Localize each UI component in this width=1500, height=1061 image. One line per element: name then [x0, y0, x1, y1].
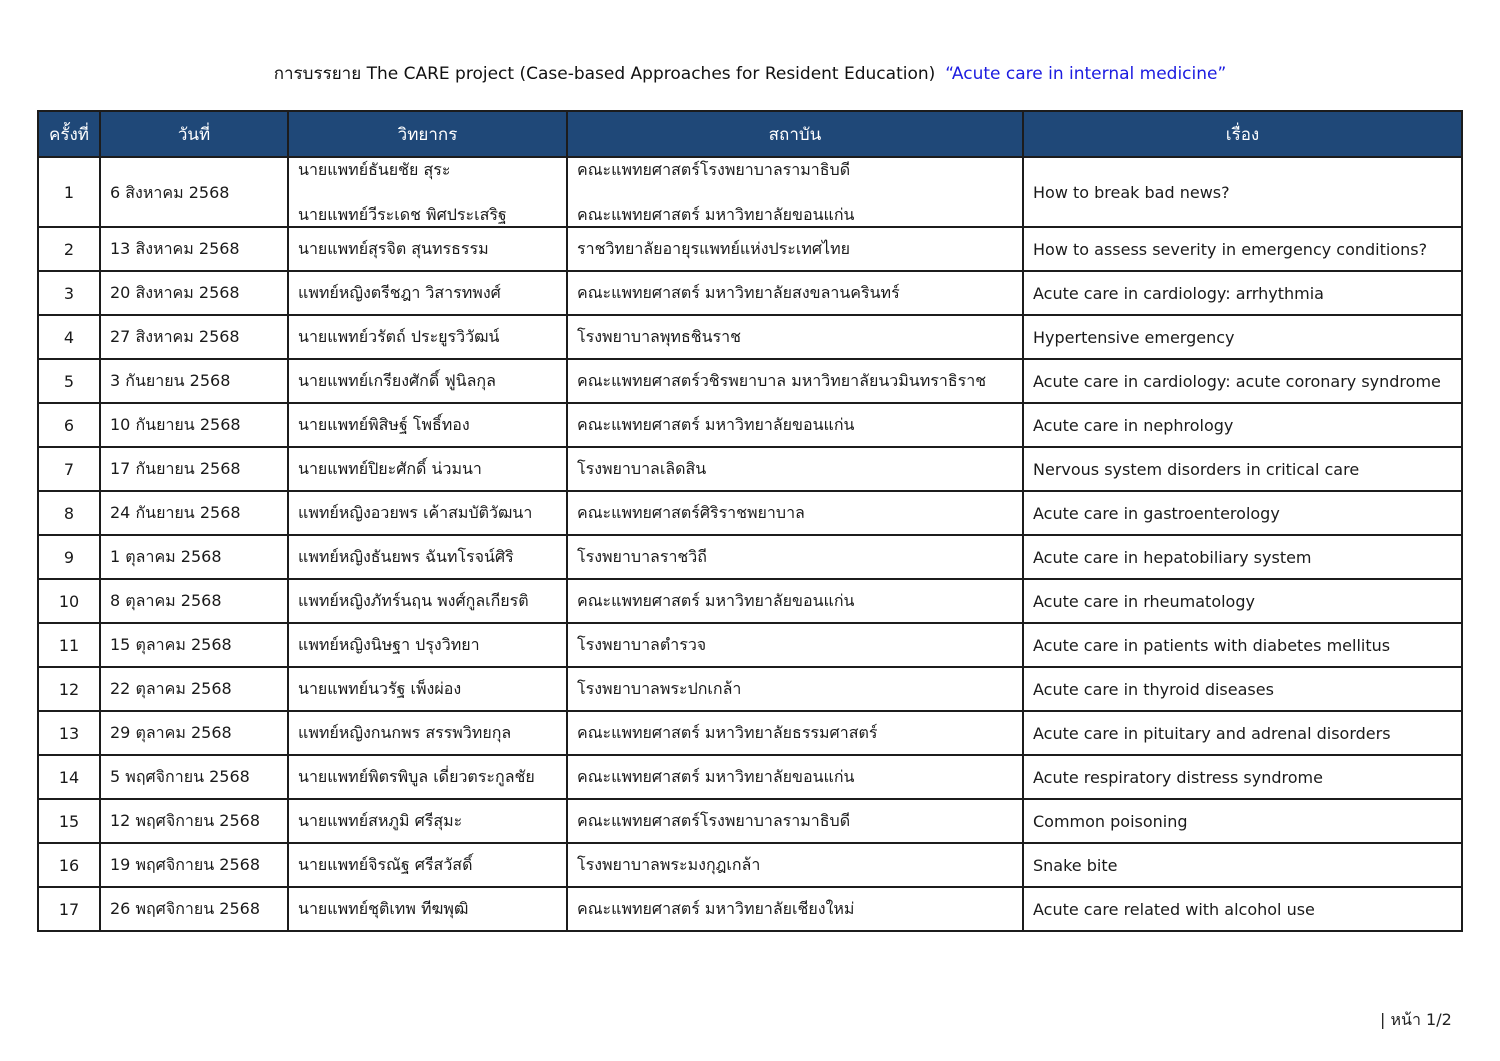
table-header-row — [38, 111, 1462, 157]
institute: คณะแพทยศาสตร์ มหาวิทยาลัยขอนแก่น — [567, 579, 1023, 623]
session-no: 11 — [38, 623, 100, 667]
session-date: 12 พฤศจิกายน 2568 — [100, 799, 288, 843]
table-row — [38, 799, 1462, 843]
topic: Acute care in cardiology: arrhythmia — [1023, 271, 1462, 315]
topic: Common poisoning — [1023, 799, 1462, 843]
session-no: 15 — [38, 799, 100, 843]
table-row — [38, 667, 1462, 711]
session-date: 26 พฤศจิกายน 2568 — [100, 887, 288, 931]
session-no: 3 — [38, 271, 100, 315]
institute — [567, 157, 1023, 227]
topic: Acute care in nephrology — [1023, 403, 1462, 447]
topic: Acute care in patients with diabetes mellitus — [1023, 623, 1462, 667]
speaker-2: นายแพทย์วีระเดช พิศประเสริฐ — [298, 205, 507, 224]
session-no: 1 — [38, 157, 100, 227]
institute: คณะแพทยศาสตร์ มหาวิทยาลัยสงขลานครินทร์ — [567, 271, 1023, 315]
speaker: นายแพทย์ปิยะศักดิ์ น่วมนา — [288, 447, 567, 491]
session-no: 7 — [38, 447, 100, 491]
session-no: 13 — [38, 711, 100, 755]
institute: โรงพยาบาลเลิดสิน — [567, 447, 1023, 491]
session-no: 12 — [38, 667, 100, 711]
session-no: 6 — [38, 403, 100, 447]
header-session-no: ครั้งที่ — [38, 111, 100, 157]
speaker: นายแพทย์วรัตถ์ ประยูรวิวัฒน์ — [288, 315, 567, 359]
table-row — [38, 535, 1462, 579]
header-speaker: วิทยากร — [288, 111, 567, 157]
institute: คณะแพทยศาสตร์ มหาวิทยาลัยขอนแก่น — [567, 403, 1023, 447]
topic: Hypertensive emergency — [1023, 315, 1462, 359]
topic: Acute care in pituitary and adrenal disorders — [1023, 711, 1462, 755]
topic: How to assess severity in emergency conditions? — [1023, 227, 1462, 271]
institute: คณะแพทยศาสตร์ มหาวิทยาลัยธรรมศาสตร์ — [567, 711, 1023, 755]
session-no: 5 — [38, 359, 100, 403]
institute: คณะแพทยศาสตร์ มหาวิทยาลัยขอนแก่น — [567, 755, 1023, 799]
institute: คณะแพทยศาสตร์วชิรพยาบาล มหาวิทยาลัยนวมินทราธิราช — [567, 359, 1023, 403]
institute: คณะแพทยศาสตร์ มหาวิทยาลัยเชียงใหม่ — [567, 887, 1023, 931]
speaker: แพทย์หญิงอวยพร เค้าสมบัติวัฒนา — [288, 491, 567, 535]
session-date: 15 ตุลาคม 2568 — [100, 623, 288, 667]
session-date: 3 กันยายน 2568 — [100, 359, 288, 403]
session-no: 10 — [38, 579, 100, 623]
table-row — [38, 755, 1462, 799]
topic: Acute care related with alcohol use — [1023, 887, 1462, 931]
session-no: 14 — [38, 755, 100, 799]
speaker: นายแพทย์สุรจิต สุนทรธรรม — [288, 227, 567, 271]
institute: คณะแพทยศาสตร์ศิริราชพยาบาล — [567, 491, 1023, 535]
session-date: 27 สิงหาคม 2568 — [100, 315, 288, 359]
table-row — [38, 227, 1462, 271]
institute: โรงพยาบาลพระปกเกล้า — [567, 667, 1023, 711]
session-date: 17 กันยายน 2568 — [100, 447, 288, 491]
table-row — [38, 887, 1462, 931]
topic: Acute care in gastroenterology — [1023, 491, 1462, 535]
table-row — [38, 359, 1462, 403]
table-row — [38, 315, 1462, 359]
institute: โรงพยาบาลตำรวจ — [567, 623, 1023, 667]
speaker-1: นายแพทย์ธันยชัย สุระ — [298, 160, 451, 179]
speaker: แพทย์หญิงตรีชฎา วิสารทพงศ์ — [288, 271, 567, 315]
table-row — [38, 711, 1462, 755]
table-row — [38, 157, 1462, 227]
table-row — [38, 491, 1462, 535]
institute: โรงพยาบาลพระมงกุฎเกล้า — [567, 843, 1023, 887]
institute: ราชวิทยาลัยอายุรแพทย์แห่งประเทศไทย — [567, 227, 1023, 271]
session-date: 6 สิงหาคม 2568 — [100, 157, 288, 227]
speaker: นายแพทย์ชุติเทพ ทีฆพุฒิ — [288, 887, 567, 931]
speaker: นายแพทย์สหภูมิ ศรีสุมะ — [288, 799, 567, 843]
speaker: นายแพทย์จิรณัฐ ศรีสวัสดิ์ — [288, 843, 567, 887]
topic: Acute care in thyroid diseases — [1023, 667, 1462, 711]
session-date: 5 พฤศจิกายน 2568 — [100, 755, 288, 799]
session-date: 29 ตุลาคม 2568 — [100, 711, 288, 755]
header-topic: เรื่อง — [1023, 111, 1462, 157]
speaker: นายแพทย์นวรัฐ เพ็งผ่อง — [288, 667, 567, 711]
speaker: แพทย์หญิงนิษฐา ปรุงวิทยา — [288, 623, 567, 667]
topic: How to break bad news? — [1023, 157, 1462, 227]
table-row — [38, 447, 1462, 491]
topic: Acute care in hepatobiliary system — [1023, 535, 1462, 579]
session-no: 9 — [38, 535, 100, 579]
speaker: นายแพทย์พิสิษฐ์ โพธิ์ทอง — [288, 403, 567, 447]
session-date: 13 สิงหาคม 2568 — [100, 227, 288, 271]
session-no: 2 — [38, 227, 100, 271]
institute-1: คณะแพทยศาสตร์โรงพยาบาลรามาธิบดี — [577, 160, 851, 179]
session-no: 8 — [38, 491, 100, 535]
session-date: 24 กันยายน 2568 — [100, 491, 288, 535]
session-date: 1 ตุลาคม 2568 — [100, 535, 288, 579]
speaker: แพทย์หญิงภัทร์นฤน พงศ์กูลเกียรติ — [288, 579, 567, 623]
speaker: นายแพทย์เกรียงศักดิ์ ฟูนิลกุล — [288, 359, 567, 403]
table-row — [38, 579, 1462, 623]
document-title — [0, 60, 1500, 88]
session-no: 16 — [38, 843, 100, 887]
title-prefix: การบรรยาย The CARE project (Case-based Approaches for Resident Education) — [273, 64, 936, 84]
table-row — [38, 623, 1462, 667]
table-row — [38, 271, 1462, 315]
speaker — [288, 157, 567, 227]
session-no: 17 — [38, 887, 100, 931]
speaker: แพทย์หญิงกนกพร สรรพวิทยกุล — [288, 711, 567, 755]
topic: Snake bite — [1023, 843, 1462, 887]
topic: Acute care in cardiology: acute coronary syndrome — [1023, 359, 1462, 403]
session-date: 8 ตุลาคม 2568 — [100, 579, 288, 623]
institute: โรงพยาบาลราชวิถี — [567, 535, 1023, 579]
topic: Acute care in rheumatology — [1023, 579, 1462, 623]
institute: คณะแพทยศาสตร์โรงพยาบาลรามาธิบดี — [567, 799, 1023, 843]
title-accent: “Acute care in internal medicine” — [945, 64, 1227, 84]
institute: โรงพยาบาลพุทธชินราช — [567, 315, 1023, 359]
session-date: 10 กันยายน 2568 — [100, 403, 288, 447]
table-row — [38, 843, 1462, 887]
session-date: 19 พฤศจิกายน 2568 — [100, 843, 288, 887]
speaker: นายแพทย์พิตรพิบูล เดี่ยวตระกูลชัย — [288, 755, 567, 799]
institute-2: คณะแพทยศาสตร์ มหาวิทยาลัยขอนแก่น — [577, 205, 855, 224]
speaker: แพทย์หญิงธันยพร ฉันทโรจน์ศิริ — [288, 535, 567, 579]
session-date: 22 ตุลาคม 2568 — [100, 667, 288, 711]
header-institute: สถาบัน — [567, 111, 1023, 157]
table-row — [38, 403, 1462, 447]
topic: Acute respiratory distress syndrome — [1023, 755, 1462, 799]
topic: Nervous system disorders in critical care — [1023, 447, 1462, 491]
page-indicator: | หน้า 1/2 — [1380, 1010, 1452, 1029]
session-no: 4 — [38, 315, 100, 359]
header-date: วันที่ — [100, 111, 288, 157]
session-date: 20 สิงหาคม 2568 — [100, 271, 288, 315]
lecture-schedule-table — [37, 110, 1463, 932]
